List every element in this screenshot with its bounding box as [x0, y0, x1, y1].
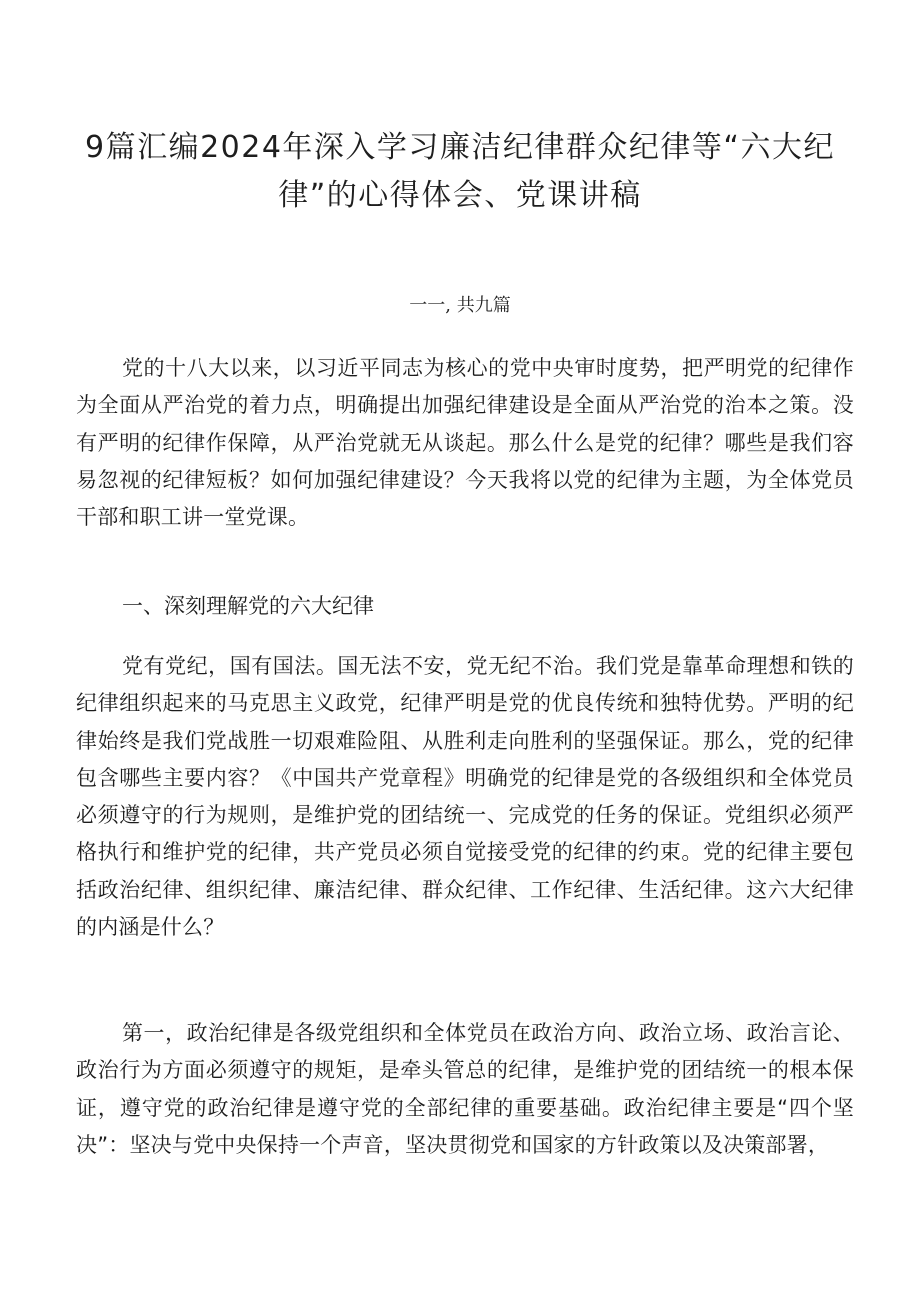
document-title: 9篇汇编2024年深入学习廉洁纪律群众纪律等“六大纪律”的心得体会、党课讲稿: [85, 130, 835, 213]
document-subtitle: 一一, 共九篇: [409, 295, 511, 316]
paragraph-discipline-overview: 党有党纪，国有国法。国无法不安，党无纪不治。我们党是靠革命理想和铁的纪律组织起来的马克思主义政党，纪律严明是党的优良传统和独特优势。严明的纪律始终是我们党战胜一切艰难险阻、从胜利走向胜利的坚强保证。那么，党的纪律包含哪些主要内容？《中国共产党章程》明确党的纪律是党的各级组织和全体党员必须遵守的行为规则，是维护党的团结统一、完成党的任务的保证。党组织必须严格执行和维护党的纪律，共产党员必须自觉接受党的纪律的约束。党的纪律主要包括政治纪律、组织纪律、廉洁纪律、群众纪律、工作纪律、生活纪律。这六大纪律的内涵是什么？: [76, 654, 854, 940]
paragraph-political-discipline: 第一，政治纪律是各级党组织和全体党员在政治方向、政治立场、政治言论、政治行为方面必须遵守的规矩，是牵头管总的纪律，是维护党的团结统一的根本保证，遵守党的政治纪律是遵守党的全部纪律的重要基础。政治纪律主要是“四个坚决”：坚决与党中央保持一个声音，坚决贯彻党和国家的方针政策以及决策部署，: [76, 1021, 854, 1157]
paragraph-intro: 党的十八大以来，以习近平同志为核心的党中央审时度势，把严明党的纪律作为全面从严治党的着力点，明确提出加强纪律建设是全面从严治党的治本之策。没有严明的纪律作保障，从严治党就无从谈起。那么什么是党的纪律？哪些是我们容易忽视的纪律短板？如何加强纪律建设？今天我将以党的纪律为主题，为全体党员干部和职工讲一堂党课。: [76, 356, 854, 530]
section-heading: 一、深刻理解党的六大纪律: [122, 594, 374, 618]
